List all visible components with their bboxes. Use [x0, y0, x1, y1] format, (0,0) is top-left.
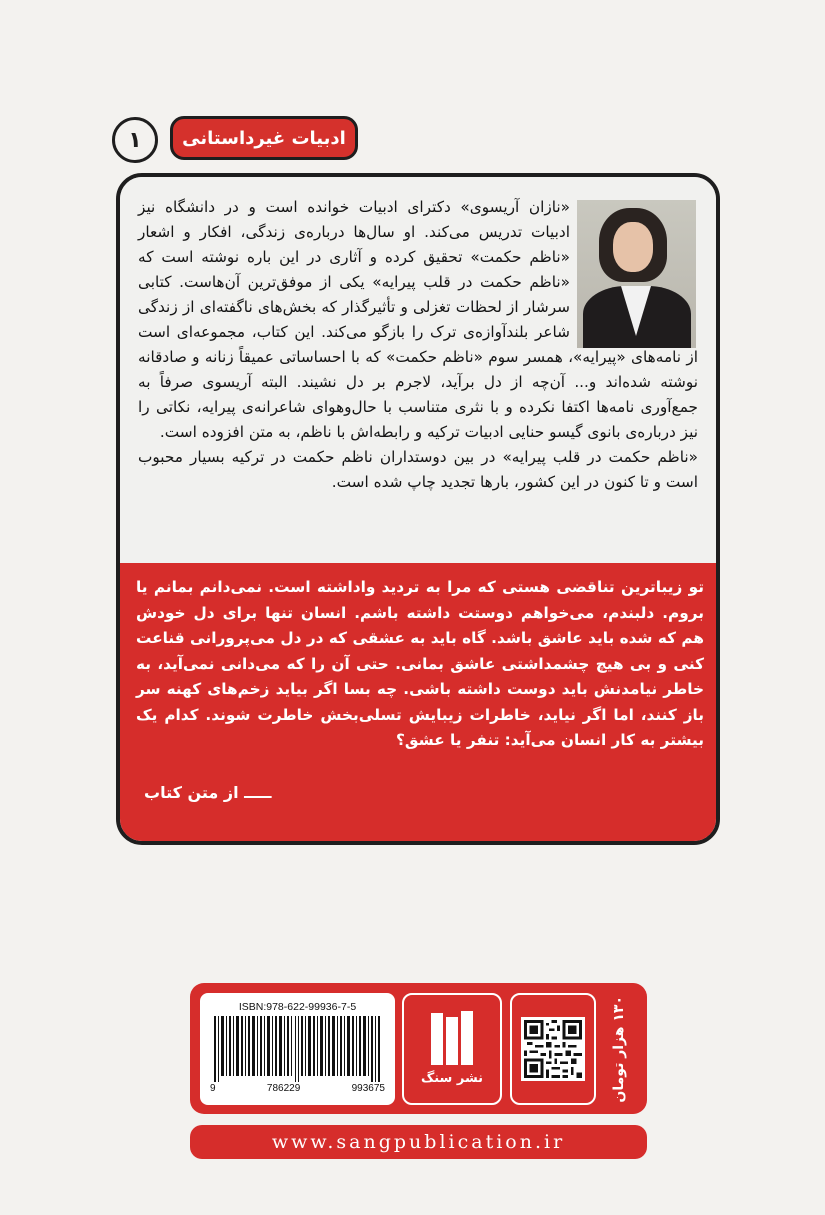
- publisher-logo-icon: [431, 1013, 473, 1065]
- bio-paragraph-1: «نازان آریسوی» دکترای ادبیات خوانده است و در دانشگاه نیز ادبیات تدریس می‌کند. او سال‌ها درباره‌ی زندگی، افکار و اشعار «ناظم حکمت» تحقیق کرده و آثاری در این باره نوشته است که «ناظم حکمت در قلب پیرایه» یکی از موفق‌ترین آن‌هاست. کتابی سرشار از لحظات تغزلی و تأثیرگذار که بخش‌های ناگفته‌ای از زندگی شاعر بلندآوازه‌ی ترک را بازگو می‌کند. این کتاب، مجموعه‌ای است از نامه‌های «پیرایه»، همسر سوم «ناظم حکمت» که با احساساتی عمیقاً زنانه و صادقانه نوشته شده‌اند و... آن‌چه از دل برآید، لاجرم بر دل نشیند. البته آریسوی صرفاً به جمع‌آوری نامه‌ها اکتفا نکرده و با نثری متناسب با حال‌وهوای شاعرانه‌ی پیرایه، نکاتی را نیز درباره‌ی بانوی گیسو حنایی ادبیات ترکیه و رابطه‌اش با ناظم، به متن افزوده است.: [138, 198, 698, 441]
- series-number: ۱: [112, 117, 158, 163]
- author-bio-text: [138, 195, 698, 495]
- barcode-digit-left: 786229: [266, 1083, 301, 1094]
- barcode-digit-lead: 9: [210, 1083, 216, 1094]
- excerpt-text: [136, 575, 704, 754]
- website-url: www.sangpublication.ir: [190, 1125, 647, 1159]
- price-text: ۱۳۰ هزار تومان: [611, 995, 627, 1103]
- qr-block: [510, 993, 596, 1105]
- excerpt-paragraph: تو زیباترین تناقضی هستی که مرا به تردید واداشته است. نمی‌دانم بمانم یا بروم. دلبندم، می‌خواهم دوستت داشته باشم. انسان تنها برای دل خودش هم که شده باید عاشق باشد. گاه باید به عشقی که در دل می‌پرورانی قناعت کنی و بی هیچ چشمداشتی عاشق بمانی. حتی آن را که می‌دانی نمی‌آید، به خاطر نیامدنش باید دوست داشته باشی. چه بسا اگر بیاید زخم‌های کهنه سر باز کنند، اما اگر نیاید، خاطرات زیبایش تسلی‌بخش خاطرت شوند. کدام یک بیشتر به کار انسان می‌آید: تنفر یا عشق؟: [136, 578, 704, 749]
- qr-code-icon: [521, 1017, 585, 1081]
- barcode-block: [200, 993, 395, 1105]
- publisher-block: [402, 993, 502, 1105]
- barcode-icon: [210, 1016, 385, 1082]
- author-bio-section: [120, 177, 716, 563]
- barcode-digits: [210, 1083, 385, 1094]
- publisher-info-box: [190, 983, 647, 1114]
- excerpt-source: ـــــ از متن کتاب: [144, 783, 272, 802]
- bio-paragraph-2: «ناظم حکمت در قلب پیرایه» در بین دوستداران ناظم حکمت در ترکیه بسیار محبوب است و تا کنون در این کشور، بارها تجدید چاپ شده است.: [138, 448, 698, 491]
- content-frame: [116, 173, 720, 845]
- barcode-digit-right: 993675: [351, 1083, 385, 1094]
- isbn-text: ISBN:978-622-99936-7-5: [238, 1001, 357, 1013]
- series-label: ادبیات غیرداستانی: [170, 116, 358, 160]
- book-excerpt-section: [120, 563, 716, 845]
- publisher-name: نشر سنگ: [420, 1070, 484, 1086]
- price-panel: [599, 993, 639, 1105]
